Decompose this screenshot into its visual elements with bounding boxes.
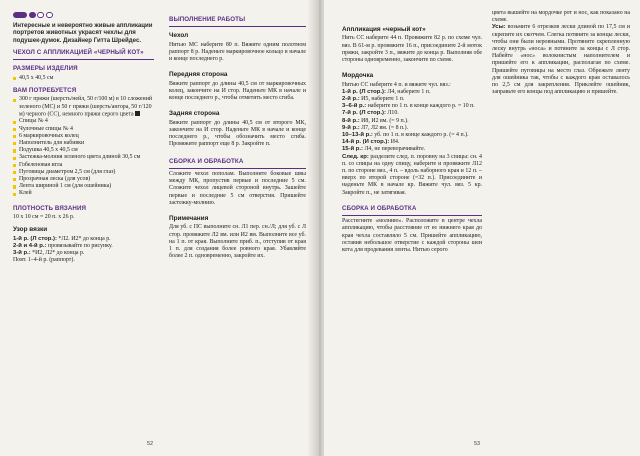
case-title: ЧЕХОЛ С АППЛИКАЦИЕЙ «ЧЕРНЫЙ КОТ» (13, 48, 144, 56)
right-column-2 (492, 10, 630, 96)
case-text: Нитью МС наберите 80 п. Вяжите одним полотном раппорт 8 р. Наденьте маркировочное кольцо в начале и конце последнего р. (169, 41, 306, 63)
whiskers-label: Усы: (492, 24, 506, 31)
muzzle-row: 2-й р.: И5, наберите 1 п. (342, 96, 405, 103)
muzzle-row: 3–6-й р.: наберите по 1 п. в конце каждого р. = 10 п. (342, 103, 475, 110)
pattern-row: Повт. 1–4-й р. (раппорт). (13, 257, 75, 264)
size-list (13, 75, 154, 82)
left-column-1 (13, 10, 154, 264)
notes-text: Для уб. с ПС выполните сн. Л1 пер. сн./Л; для уб. с Л стор. провяжите Л2 вм. или И2 вм. Выполните все уб. на 1 п. от края. Выполните приб. п., отступив от края 1 п. для создания более ровного края. Убавляйте более 2 п. одновременно, закройте их. (169, 224, 306, 260)
muzzle-row: 9-й р.: Л7, Л2 вм. (= 8 п.). (342, 124, 409, 131)
materials-list (13, 96, 154, 197)
size-heading: РАЗМЕРЫ ИЗДЕЛИЯ (13, 65, 78, 73)
whiskers-text (492, 24, 630, 96)
assembly-heading-left: СБОРКА И ОБРАБОТКА (169, 157, 244, 165)
material-item: Гобеленовая игла (13, 162, 154, 169)
muzzle-row: 8-й р.: И8, И2 вм. (= 9 п.). (342, 117, 409, 124)
gauge-heading: ПЛОТНОСТЬ ВЯЗАНИЯ (13, 204, 87, 212)
gauge-text: 10 х 10 см = 20 п. х 26 р. (13, 214, 75, 221)
right-column-1 (342, 10, 482, 254)
muzzle-heading: Мордочка (342, 72, 374, 80)
materials-heading: ВАМ ПОТРЕБУЕТСЯ (13, 86, 77, 94)
pattern-row: 1-й р. (Л стор.): *Л2. И2* до конца р. (13, 235, 111, 242)
page-number-right: 53 (474, 441, 481, 447)
muzzle-intro: Нитью СС наберите 4 п. и вяжите чул. вяз.: (342, 81, 451, 88)
material-item: Застежка-молния зеленого цвета длиной 30,5 см (13, 154, 154, 161)
left-column-2 (169, 10, 306, 261)
left-page (0, 0, 316, 456)
case-heading: Чехол (169, 32, 189, 40)
pattern-row: 3-й р.: *И2, Л2* до конца р. (13, 250, 85, 257)
material-item: Чулочные спицы № 4 (13, 126, 154, 133)
material-item: Прозрачная леска (для усов) (13, 176, 154, 183)
material-item: Спицы № 4 (13, 118, 154, 125)
muzzle-row: 1-й р. (Л стор.): Л4, наберите 1 п. (342, 88, 431, 95)
front-text: Вяжите раппорт до длины 40,5 см от маркировочных колец, закончите на И стор. Наденьте МК в начале и конце последнего р., чтобы отметить место сгиба. (169, 80, 306, 102)
back-text: Вяжите раппорт до длины 40,5 см от второго МК, закончите на И стор. Наденьте МК в начале и конце последнего р., чтобы обозначить место сгиба. Провяжите раппорт еще 8 р. Закройте п. (169, 119, 306, 148)
applique-heading: Аппликация «черный кот» (342, 26, 426, 33)
pattern-row: 2-й и 4-й р.: провязывайте по рисунку. (13, 242, 113, 249)
color-swatch-icon (135, 111, 140, 116)
muzzle-row: 10–13-й р.: уб. по 1 п. в конце каждого р. (= 4 п.). (342, 132, 469, 139)
intro-text: Интересные и невероятно живые аппликации портретов животных украсят чехлы для подушек-думок. Дизайнер Гитта Шрейдес. (13, 22, 153, 44)
material-item: 300 г пряжи (шерсть/нейл, 50 г/100 м) в 10 сложений зеленого (МС) и 50 г пряжи (шерсть/ангора, 50 г/120 м) черного (СС), немного пряжи серого цвета (13, 96, 154, 118)
material-item: Лента шириной 1 см (для ошейника) (13, 183, 154, 190)
front-heading: Передняя сторона (169, 71, 228, 79)
page-number-left: 52 (147, 441, 154, 447)
muzzle-row: 14-й р. (И стор.): И4. (342, 139, 400, 146)
material-item: Пуговицы диаметром 2,5 см (для глаз) (13, 169, 154, 176)
material-item: Наполнитель для набивки (13, 140, 154, 147)
pattern-heading: Узор вязки (13, 226, 48, 234)
assembly-text-right: Расстегните «молнию». Расположите в центре чехла аппликацию, чтобы расстояние от ее нижнего края до края чехла составляло 5 см. Пришейте аппликацию, оставив небольшое отверстие с каждой стороны шеи кота для продевания ленты. Нитью серого (342, 218, 482, 254)
material-item: Клей (13, 190, 154, 197)
whiskers-body: возьмите 6 отрезков лески длиной по 17,5 см и скрепите их скотчем. Слегка потяните за концы лески, чтобы они были неровными. Протяните скрепленную леску внутрь «носа» и потяните за концы с Л стор. Набейте «нос» волокнистым наполнителем и пришейте его к аппликации, располагая по схеме. Пришейте пуговицы на место глаз. Обрежьте ленту для ошейника так, чтобы с каждого края оставалось по 2,5 см для закрепления. Приклейте ошейник, заправьте его концы под аппликацию и пришейте. (492, 24, 630, 96)
material-item: 6 маркировочных колец (13, 133, 154, 140)
assembly-heading-right: СБОРКА И ОБРАБОТКА (342, 204, 417, 212)
decorative-dots-icon (13, 12, 154, 18)
notes-heading: Примечания (169, 215, 209, 223)
size-item: 40,5 х 40,5 см (13, 75, 154, 82)
col4-text: цвета вышейте на мордочке рот и нос, как показано на схеме. (492, 10, 630, 24)
muzzle-row: 7-й р. (Л стор.): Л10. (342, 110, 399, 117)
applique-text: Нить СС наберите 44 п. Провяжите 82 р. по схеме чул. вяз. В 61-м р. провяжите 16 п., присоедините 2-й моток пряжи, закройте 3 п., вяжите до конца р. Выполняя обе стороны одновременно, закончите по схеме. (342, 35, 482, 64)
back-heading: Задняя сторона (169, 110, 220, 118)
assembly-text-left: Сложите чехол пополам. Выполните боковые швы между МК, пропустив первые и последние 5 см. Сложите чехол лицевой стороной внутрь. Зашейте первые и последние 5 см отверстия. Пришейте застежку-молнию. (169, 171, 306, 206)
material-item: Подушка 40,5 х 40,5 см (13, 147, 154, 154)
muzzle-row: След. кр: разделите след. п. поровну на 3 спицы: сн. 4 п. со спицы на одну спицу, наберите и провяжите Л12 п. по стороне вяз., 4 п. – вдоль наборного края и 12 п. – вверх по второй стороне (=32 п.). Присоедините и наденьте МК в начале кр. Вяжите чул. вяз. 5 кр. Закройте п., не затягивая. (342, 153, 483, 196)
work-heading: ВЫПОЛНЕНИЕ РАБОТЫ (169, 16, 246, 23)
muzzle-rows (342, 89, 482, 197)
pattern-lines (13, 236, 154, 265)
right-page (324, 0, 640, 456)
muzzle-row: 15-й р.: Л4, не переворачивайте. (342, 146, 426, 153)
